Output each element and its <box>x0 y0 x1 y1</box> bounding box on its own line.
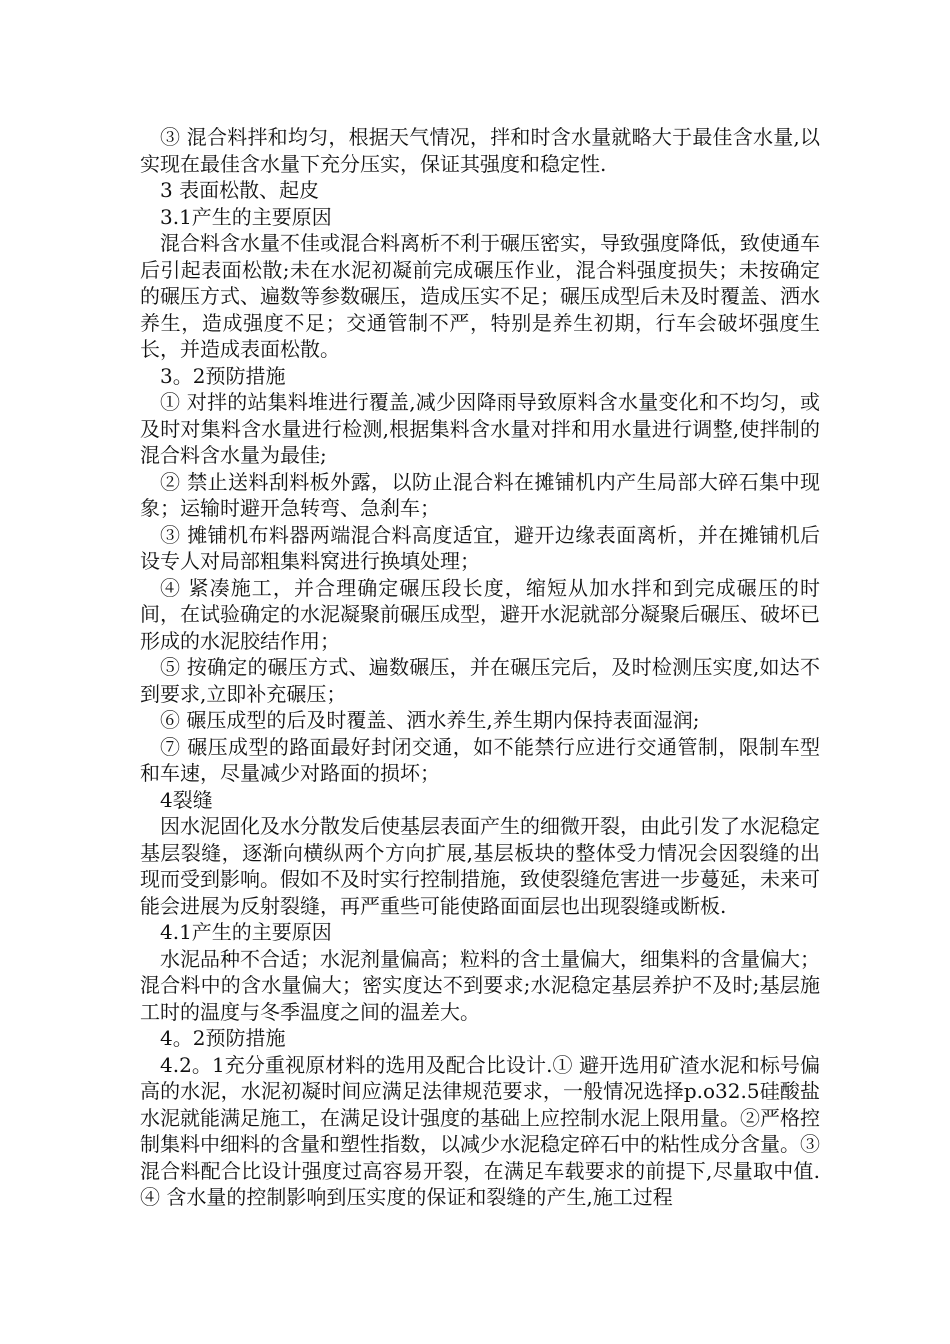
measure-item-4: ④ 紧凑施工，并合理确定碾压段长度，缩短从加水拌和到完成碾压的时间，在试验确定的水泥凝聚前碾压成型，避开水泥就部分凝聚后碾压、破坏已形成的水泥胶结作用； <box>140 575 820 653</box>
heading-4-1-causes: 4.1产生的主要原因 <box>160 920 332 944</box>
heading-3-1-causes: 3.1产生的主要原因 <box>160 204 332 229</box>
paragraph-3-1-causes-body: 混合料含水量不佳或混合料离析不利于碾压密实，导致强度降低，致使通车后引起表面松散;未在水泥初凝前完成碾压作业，混合料强度损失；未按确定的碾压方式、遍数等参数碾压，造成压实不足；碾压成型后未及时覆盖、洒水养生，造成强度不足；交通管制不严，特别是养生初期，行车会破坏强度生长，并造成表面松散。 <box>140 231 820 361</box>
heading-3-2-measures: 3。2预防措施 <box>160 363 286 388</box>
paragraph-4-2-1-materials: 4.2。1充分重视原材料的选用及配合比设计.① 避开选用矿渣水泥和标号偏高的水泥，水泥初凝时间应满足法律规范要求，一般情况选择p.o32.5硅酸盐水泥就能满足施工，在满足设计强度的基础上应控制水泥上限用量。②严格控制集料中细料的含量和塑性指数，以减少水泥稳定碎石中的粘性成分含量。③混合料配合比设计强度过高容易开裂，在满足车载要求的前提下,尽量取中值.④ 含水量的控制影响到压实度的保证和裂缝的产生,施工过程 <box>140 1052 820 1209</box>
heading-4-2-measures: 4。2预防措施 <box>160 1026 286 1050</box>
measure-item-1: ① 对拌的站集料堆进行覆盖,减少因降雨导致原料含水量变化和不均匀，或及时对集料含水量进行检测,根据集料含水量对拌和用水量进行调整,使拌制的混合料含水量为最佳; <box>140 390 820 467</box>
measure-item-5: ⑤ 按确定的碾压方式、遍数碾压，并在碾压完后，及时检测压实度,如达不到要求,立即补充碾压； <box>140 655 820 706</box>
measure-item-2: ② 禁止送料刮料板外露，以防止混合料在摊铺机内产生局部大碎石集中现象；运输时避开急转弯、急刹车； <box>140 469 820 520</box>
measure-item-3: ③ 摊铺机布料器两端混合料高度适宜，避开边缘表面离析，并在摊铺机后设专人对局部粗集料窝进行换填处理； <box>140 522 820 573</box>
paragraph-mix-uniform: ③ 混合料拌和均匀，根据天气情况，拌和时含水量就略大于最佳含水量,以实现在最佳含水量下充分压实，保证其强度和稳定性. <box>140 125 820 176</box>
paragraph-4-cracks-body: 因水泥固化及水分散发后使基层表面产生的细微开裂，由此引发了水泥稳定基层裂缝，逐渐向横纵两个方向扩展,基层板块的整体受力情况会因裂缝的出现而受到影响。假如不及时实行控制措施，致使裂缝危害进一步蔓延，未来可能会进展为反射裂缝，再严重些可能使路面面层也出现裂缝或断板. <box>140 814 820 918</box>
document-body <box>140 124 820 1211</box>
heading-4-cracks: 4裂缝 <box>160 787 213 812</box>
measure-item-7: ⑦ 碾压成型的路面最好封闭交通，如不能禁行应进行交通管制，限制车型和车速，尽量减少对路面的损坏； <box>140 734 820 785</box>
heading-3-surface-loose: 3 表面松散、起皮 <box>160 178 320 202</box>
measure-item-6: ⑥ 碾压成型的后及时覆盖、洒水养生,养生期内保持表面湿润; <box>160 708 700 732</box>
paragraph-4-1-causes-body: 水泥品种不合适；水泥剂量偏高；粒料的含土量偏大，细集料的含量偏大；混合料中的含水量偏大；密实度达不到要求;水泥稳定基层养护不及时;基层施工时的温度与冬季温度之间的温差大。 <box>140 946 820 1024</box>
